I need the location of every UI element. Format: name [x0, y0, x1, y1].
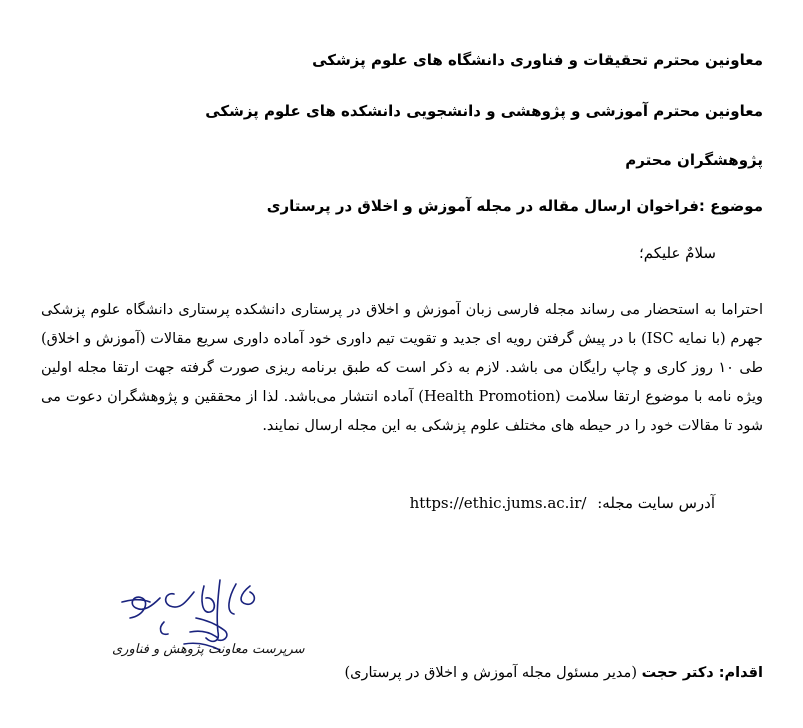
addressee-line-2: معاونین محترم آموزشی و پژوهشی و دانشجویی دانشکده های علوم پزشکی — [205, 102, 763, 120]
addressee-line-1: معاونین محترم تحقیقات و فناوری دانشگاه های علوم پزشکی — [312, 51, 763, 69]
action-row — [345, 665, 764, 681]
signature-mark — [100, 572, 300, 682]
greeting: سلامٌ علیکم؛ — [638, 244, 716, 262]
body-paragraph: احتراما به استحضار می رساند مجله فارسی زبان آموزش و اخلاق در پرستاری دانشکده پرستاری دانشگاه علوم پزشکی جهرم (با نمایه ISC) با در پیش گرفتن رویه ای جدید و تقویت تیم داوری خود آماده داوری سریع مقالات (آموزش و اخلاق) طی ۱۰ روز کاری و چاپ رایگان می باشد. لازم به ذکر است که طبق برنامه ریزی صورت گرفته جهت ارتقا مجله اولین ویژه نامه با موضوع ارتقا سلامت (Health Promotion) آماده انتشار می‌باشد. لذا از محققین و پژوهشگران دعوت می شود تا مقالات خود را در حیطه های مختلف علوم پزشکی به این مجله ارسال نمایند. — [41, 302, 764, 434]
action-label: اقدام: دکتر حجت — [641, 665, 763, 681]
signature-caption: سرپرست معاونت پژوهش و فناوری — [112, 642, 305, 657]
site-label: آدرس سایت مجله: — [597, 494, 715, 512]
action-text: (مدیر مسئول مجله آموزش و اخلاق در پرستاری) — [344, 665, 637, 681]
site-address-row — [410, 494, 715, 512]
site-url-link[interactable]: https://ethic.jums.ac.ir/ — [409, 494, 587, 512]
subject-line: موضوع :فراخوان ارسال مقاله در مجله آموزش و اخلاق در پرستاری — [266, 197, 763, 215]
addressee-line-3: پژوهشگران محترم — [625, 151, 763, 169]
